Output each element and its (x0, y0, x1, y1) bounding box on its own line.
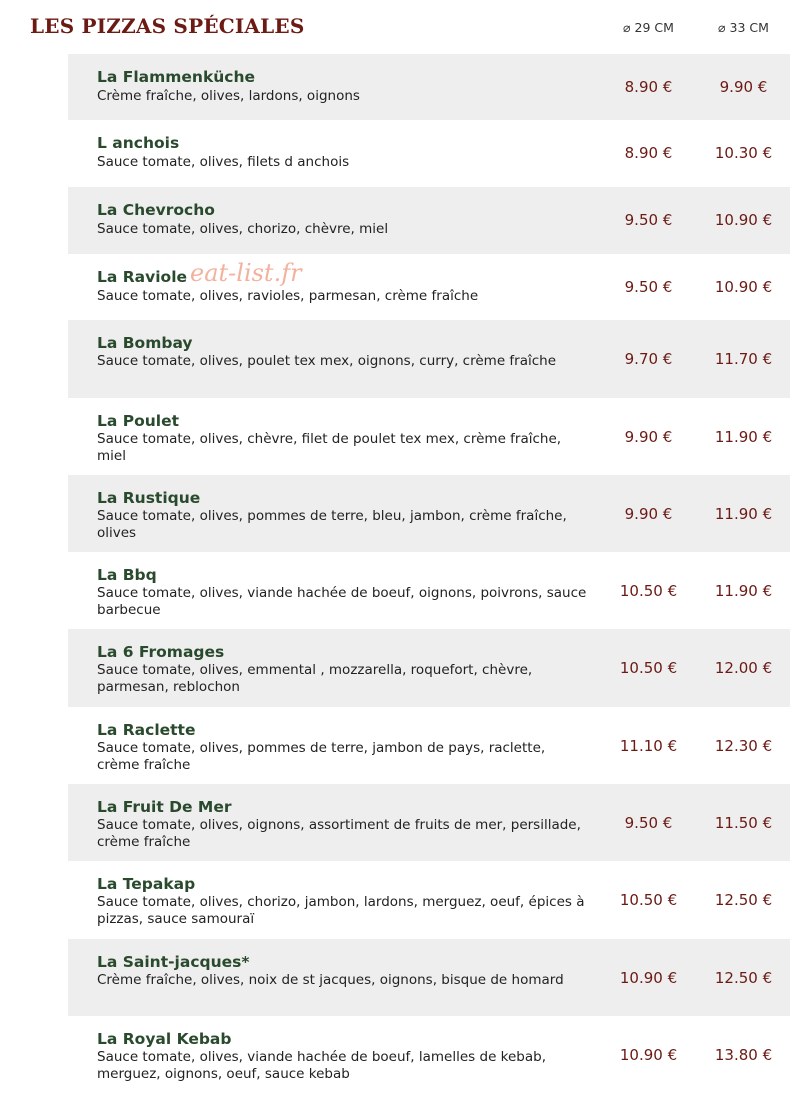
pizza-description: Sauce tomate, olives, pommes de terre, jambon de pays, raclette, crème fraîche (97, 740, 546, 773)
pizza-name: La Tepakap (97, 875, 196, 893)
pizza-description: Sauce tomate, olives, viande hachée de boeuf, oignons, poivrons, sauce barbecue (97, 585, 587, 618)
price-33cm: 10.90 € (714, 211, 773, 229)
price-29cm: 9.50 € (624, 814, 673, 832)
price-33cm: 10.90 € (714, 278, 773, 296)
price-33cm: 12.30 € (714, 737, 773, 755)
pizza-description: Sauce tomate, olives, pommes de terre, bleu, jambon, crème fraîche, olives (97, 508, 567, 541)
watermark: eat-list.fr (190, 259, 302, 287)
price-33cm: 10.30 € (714, 144, 773, 162)
pizza-list (68, 54, 790, 1094)
pizza-name: La Flammenküche (97, 68, 256, 86)
price-29cm: 9.90 € (624, 505, 673, 523)
pizza-description: Sauce tomate, olives, ravioles, parmesan, crème fraîche (97, 288, 479, 304)
pizza-item (68, 861, 790, 939)
pizza-name: La Bombay (97, 334, 193, 352)
price-33cm: 12.50 € (714, 969, 773, 987)
size-29cm-header: ⌀ 29 CM (623, 20, 674, 35)
pizza-name: L anchois (97, 134, 180, 152)
pizza-description: Sauce tomate, olives, chorizo, chèvre, miel (97, 221, 389, 237)
pizza-item (68, 629, 790, 707)
pizza-description: Sauce tomate, olives, poulet tex mex, oignons, curry, crème fraîche (97, 353, 557, 369)
pizza-name: La 6 Fromages (97, 643, 225, 661)
pizza-item (68, 54, 790, 120)
price-33cm: 12.00 € (714, 659, 773, 677)
price-33cm: 11.90 € (714, 428, 773, 446)
pizza-name: La Chevrocho (97, 201, 215, 219)
price-33cm: 11.90 € (714, 582, 773, 600)
pizza-item (68, 254, 790, 320)
price-29cm: 10.50 € (619, 659, 678, 677)
pizza-description: Sauce tomate, olives, chèvre, filet de poulet tex mex, crème fraîche, miel (97, 431, 562, 464)
pizza-description: Sauce tomate, olives, viande hachée de boeuf, lamelles de kebab, merguez, oignons, oeuf, sauce kebab (97, 1049, 547, 1082)
price-29cm: 10.50 € (619, 891, 678, 909)
pizza-description: Crème fraîche, olives, noix de st jacques, oignons, bisque de homard (97, 972, 564, 988)
price-33cm: 9.90 € (719, 78, 768, 96)
pizza-item (68, 784, 790, 861)
price-33cm: 13.80 € (714, 1046, 773, 1064)
price-29cm: 9.90 € (624, 428, 673, 446)
pizza-description: Sauce tomate, olives, chorizo, jambon, lardons, merguez, oeuf, épices à pizzas, sauce samouraï (97, 894, 585, 927)
pizza-item (68, 187, 790, 254)
price-29cm: 10.90 € (619, 1046, 678, 1064)
price-29cm: 10.90 € (619, 969, 678, 987)
price-33cm: 11.70 € (714, 350, 773, 368)
pizza-description: Sauce tomate, olives, oignons, assortiment de fruits de mer, persillade, crème fraîche (97, 817, 581, 850)
pizza-item (68, 320, 790, 398)
pizza-description: Sauce tomate, olives, emmental , mozzarella, roquefort, chèvre, parmesan, reblochon (97, 662, 533, 695)
price-29cm: 9.50 € (624, 278, 673, 296)
pizza-name: La Raviole (97, 268, 188, 286)
price-29cm: 10.50 € (619, 582, 678, 600)
pizza-item (68, 398, 790, 475)
pizza-item (68, 120, 790, 187)
pizza-item (68, 1016, 790, 1094)
price-33cm: 11.90 € (714, 505, 773, 523)
pizza-name: La Raclette (97, 721, 196, 739)
price-29cm: 9.50 € (624, 211, 673, 229)
price-29cm: 11.10 € (619, 737, 678, 755)
pizza-name: La Rustique (97, 489, 201, 507)
pizza-item (68, 939, 790, 1016)
pizza-item (68, 552, 790, 629)
price-29cm: 8.90 € (624, 78, 673, 96)
price-33cm: 11.50 € (714, 814, 773, 832)
pizza-item (68, 707, 790, 784)
pizza-item (68, 475, 790, 552)
price-29cm: 9.70 € (624, 350, 673, 368)
section-title: LES PIZZAS SPÉCIALES (30, 14, 305, 38)
pizza-name: La Royal Kebab (97, 1030, 232, 1048)
pizza-name: La Poulet (97, 412, 180, 430)
menu-header (0, 0, 800, 54)
price-29cm: 8.90 € (624, 144, 673, 162)
pizza-description: Sauce tomate, olives, filets d anchois (97, 154, 350, 170)
pizza-name: La Fruit De Mer (97, 798, 232, 816)
size-33cm-header: ⌀ 33 CM (718, 20, 769, 35)
pizza-description: Crème fraîche, olives, lardons, oignons (97, 88, 360, 104)
price-33cm: 12.50 € (714, 891, 773, 909)
pizza-name: La Bbq (97, 566, 157, 584)
pizza-name: La Saint-jacques* (97, 953, 250, 971)
